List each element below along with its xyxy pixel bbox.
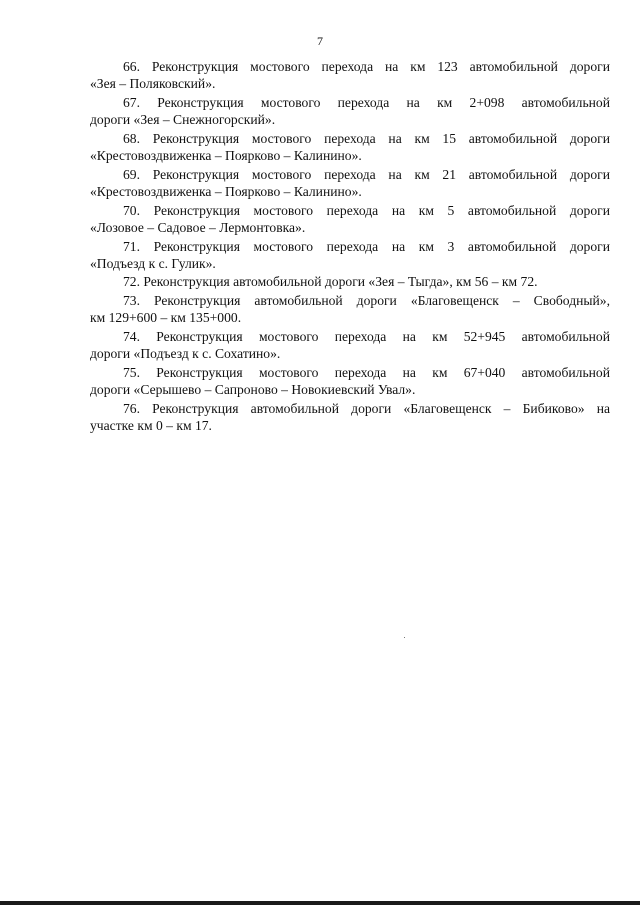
list-item-line: дороги «Серышево – Сапроново – Новокиевский Увал». — [90, 382, 416, 398]
list-item-line: 71. Реконструкция мостового перехода на км 3 автомобильной дороги — [123, 238, 610, 254]
list-item-line: 68. Реконструкция мостового перехода на км 15 автомобильной дороги — [123, 130, 610, 146]
list-item-line: «Зея – Поляковский». — [90, 76, 216, 92]
list-item-line: 75. Реконструкция мостового перехода на км 67+040 автомобильной — [123, 364, 610, 380]
list-item — [90, 238, 610, 272]
list-item-line: дороги «Подъезд к с. Сохатино». — [90, 346, 281, 362]
list-item-line: «Крестовоздвиженка – Поярково – Калинино». — [90, 183, 362, 199]
list-item — [90, 400, 610, 434]
list-item-line: 70. Реконструкция мостового перехода на км 5 автомобильной дороги — [123, 202, 610, 218]
list-item-line: 73. Реконструкция автомобильной дороги «Благовещенск – Свободный», — [123, 293, 610, 309]
list-item-line: дороги «Зея – Снежногорский». — [90, 112, 276, 128]
list-item-line: «Крестовоздвиженка – Поярково – Калинино». — [90, 148, 362, 164]
scan-speck — [404, 637, 405, 638]
list-item — [90, 364, 610, 398]
list-item-line: 66. Реконструкция мостового перехода на км 123 автомобильной дороги — [123, 59, 610, 74]
list-item-line: 69. Реконструкция мостового перехода на км 21 автомобильной дороги — [123, 166, 610, 182]
list-item-line: «Подъезд к с. Гулик». — [90, 255, 216, 271]
list-item — [90, 58, 610, 92]
list-item-line: 76. Реконструкция автомобильной дороги «Благовещенск – Бибиково» на — [123, 400, 610, 416]
scan-edge-bar — [0, 901, 640, 905]
list-item-line: «Лозовое – Садовое – Лермонтовка». — [90, 219, 306, 235]
list-item — [90, 94, 610, 128]
list-item — [90, 328, 610, 362]
list-item — [90, 273, 610, 290]
list-item-line: 67. Реконструкция мостового перехода на км 2+098 автомобильной — [123, 94, 610, 110]
page-number: 7 — [317, 34, 323, 48]
list-item-line: участке км 0 – км 17. — [90, 418, 212, 434]
list-item — [90, 166, 610, 200]
list-item-line: 72. Реконструкция автомобильной дороги «Зея – Тыгда», км 56 – км 72. — [123, 274, 538, 290]
list-item — [90, 202, 610, 236]
document-body — [90, 58, 610, 436]
list-item-line: км 129+600 – км 135+000. — [90, 310, 242, 326]
list-item-line: 74. Реконструкция мостового перехода на км 52+945 автомобильной — [123, 329, 610, 345]
list-item — [90, 292, 610, 326]
list-item — [90, 130, 610, 164]
